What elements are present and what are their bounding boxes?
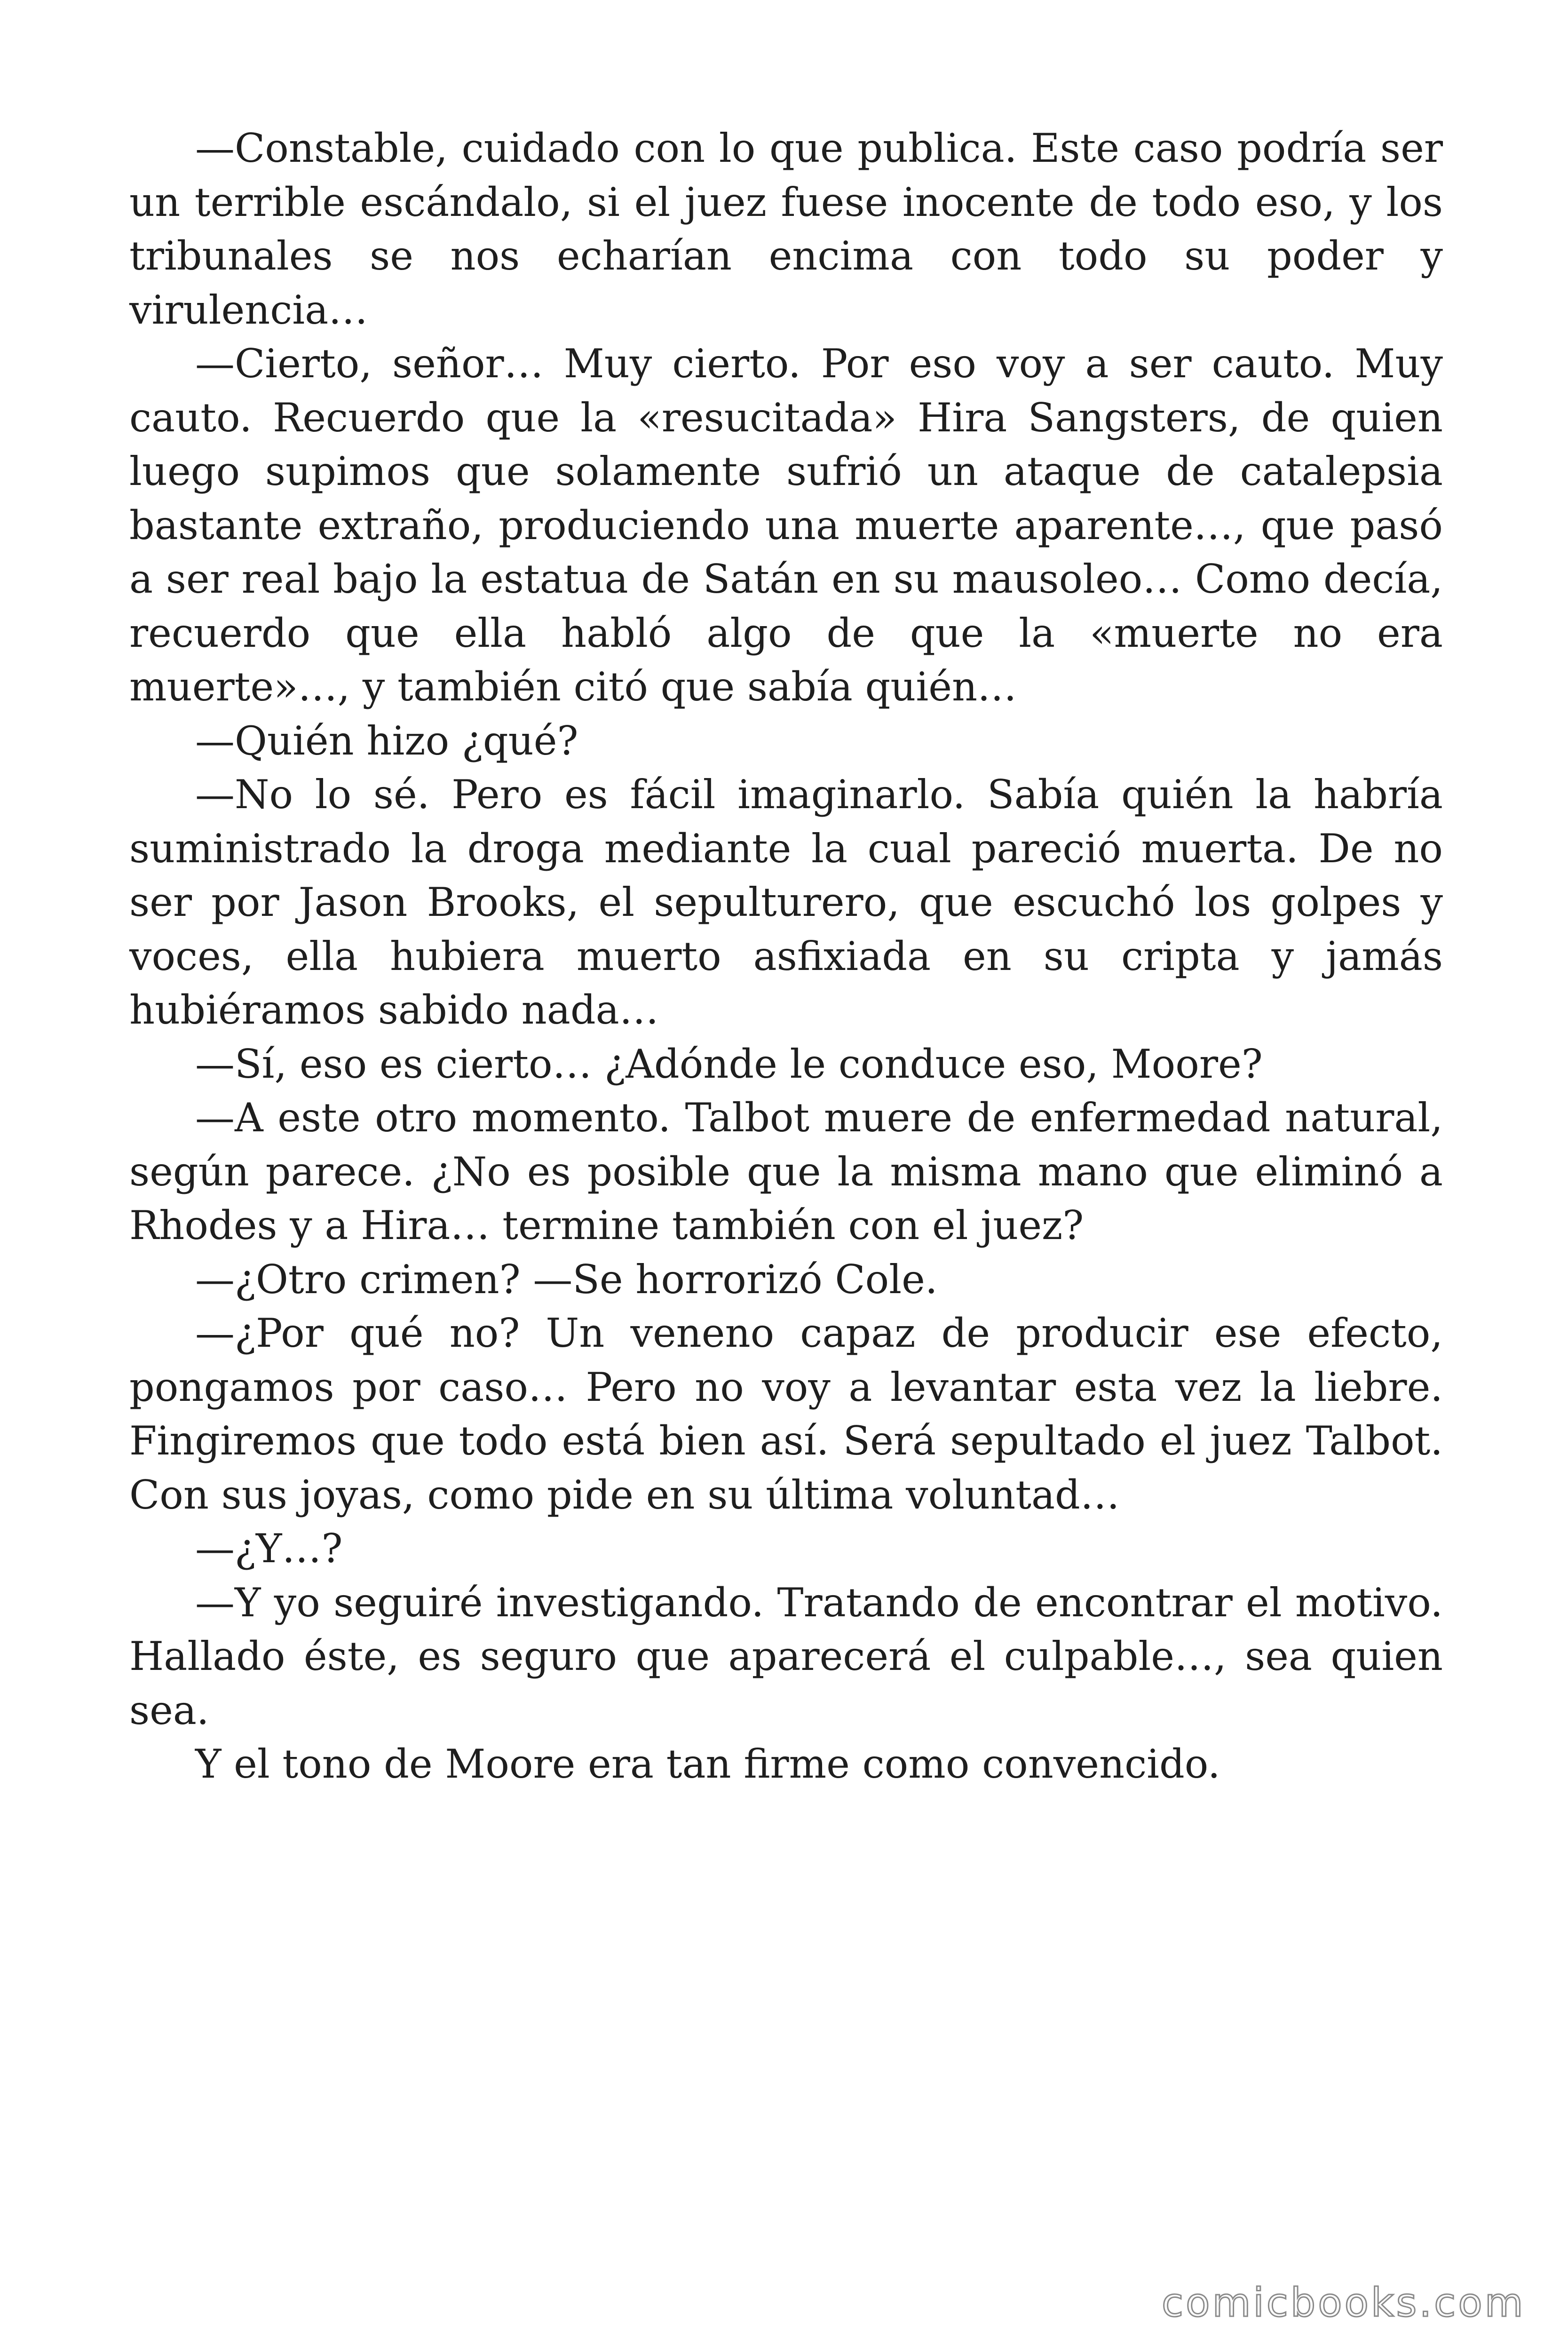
paragraph: —Sí, eso es cierto… ¿Adónde le conduce eso, Moore? bbox=[195, 1041, 1263, 1087]
paragraph: —Constable, cuidado con lo que publica. Este caso podría ser un terrible escándalo, si el juez fuese inocente de todo eso, y los tribunales se nos echarían encima con todo su poder y virulencia… bbox=[129, 125, 1443, 333]
paragraph: —No lo sé. Pero es fácil imaginarlo. Sabía quién la habría suministrado la droga mediante la cual pareció muerta. De no ser por Jason Brooks, el sepulturero, que escuchó los golpes y voces, ella hubiera muerto asfixiada en su cripta y jamás hubiéramos sabido nada… bbox=[129, 771, 1443, 1033]
paragraph: —Cierto, señor… Muy cierto. Por eso voy a ser cauto. Muy cauto. Recuerdo que la «resucitada» Hira Sangsters, de quien luego supimos que solamente sufrió un ataque de catalepsia bastante extraño, produciendo una muerte aparente…, que pasó a ser real bajo la estatua de Satán en su mausoleo… Como decía, recuerdo que ella habló algo de que la «muerte no era muerte»…, y también citó que sabía quién… bbox=[129, 341, 1443, 710]
paragraph: —Quién hizo ¿qué? bbox=[195, 717, 578, 764]
body-text bbox=[129, 121, 1443, 1791]
watermark: comicbooks.com bbox=[1162, 2280, 1526, 2326]
paragraph: —¿Otro crimen? —Se horrorizó Cole. bbox=[195, 1256, 938, 1303]
paragraph: —¿Por qué no? Un veneno capaz de producir ese efecto, pongamos por caso… Pero no voy a levantar esta vez la liebre. Fingiremos que todo está bien así. Será sepultado el juez Talbot. Con sus joyas, como pide en su última voluntad… bbox=[129, 1310, 1443, 1518]
paragraph: —¿Y…? bbox=[195, 1526, 343, 1572]
paragraph: —A este otro momento. Talbot muere de enfermedad natural, según parece. ¿No es posible que la misma mano que eliminó a Rhodes y a Hira… termine también con el juez? bbox=[129, 1095, 1443, 1248]
paragraph: —Y yo seguiré investigando. Tratando de encontrar el motivo. Hallado éste, es seguro que aparecerá el culpable…, sea quien sea. bbox=[129, 1579, 1443, 1733]
paragraph: Y el tono de Moore era tan firme como convencido. bbox=[195, 1741, 1220, 1787]
